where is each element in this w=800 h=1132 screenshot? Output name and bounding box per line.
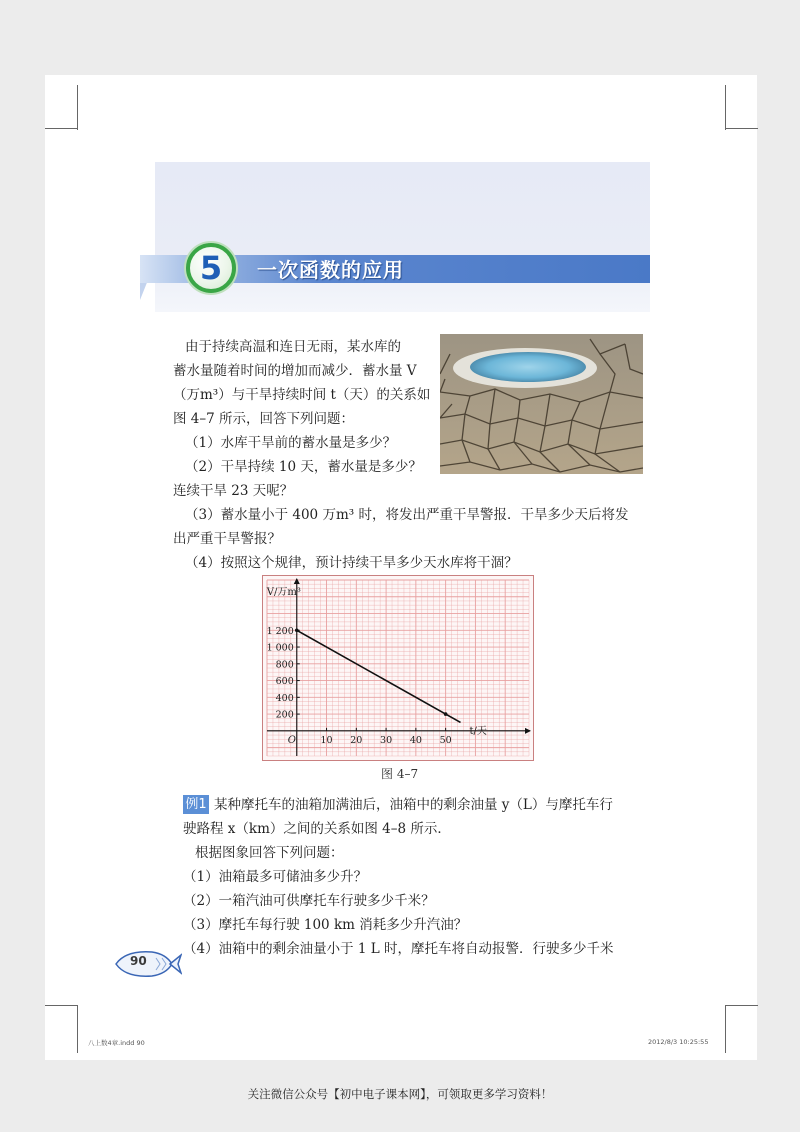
example-line: 根据图象回答下列问题： (195, 845, 344, 861)
x-tick-label: 30 (380, 734, 393, 746)
y-tick-label: 800 (275, 659, 294, 671)
y-tick-label: 1 200 (266, 625, 294, 637)
section-banner (155, 162, 650, 312)
question-line: 连续干旱 23 天呢？ (173, 483, 294, 499)
crop-mark-bottom-left (77, 1005, 78, 1053)
drought-photo (440, 334, 643, 474)
question-line: （2）干旱持续 10 天，蓄水量是多少？ (185, 459, 422, 475)
intro-line: 由于持续高温和连日无雨，某水库的 (185, 339, 401, 355)
y-axis-label: V/万m³ (266, 587, 301, 598)
page-number-badge (112, 946, 182, 982)
bottom-note: 关注微信公众号【初中电子课本网】，可领取更多学习资料！ (247, 1087, 553, 1101)
footer-file-info: 八上数4章.indd 90 (88, 1039, 145, 1047)
crop-mark-top-right (725, 85, 726, 130)
line-chart (262, 575, 534, 761)
fish-icon (112, 946, 182, 982)
x-tick-label: 10 (320, 734, 333, 746)
page-number: 90 (130, 954, 147, 968)
crop-mark-top-left (77, 85, 78, 130)
footer-timestamp: 2012/8/3 10:25:55 (648, 1038, 709, 1046)
question-line: 出严重干旱警报？ (173, 531, 281, 547)
data-point (295, 628, 299, 632)
crop-mark-bottom-left (45, 1005, 78, 1006)
x-axis-label: t/天 (469, 725, 487, 737)
section-title: 一次函数的应用 (257, 258, 404, 282)
crop-mark-bottom-right (725, 1005, 726, 1053)
y-tick-label: 200 (275, 709, 294, 721)
y-tick-label: 600 (275, 676, 294, 688)
example-line: 驶路程 x（km）之间的关系如图 4–8 所示． (183, 821, 451, 837)
example-question: （1）油箱最多可储油多少升？ (183, 869, 368, 885)
example-badge: 例1 (183, 795, 209, 814)
x-tick-label: 50 (439, 734, 452, 746)
y-tick-label: 400 (275, 692, 294, 704)
origin-label: O (287, 734, 296, 746)
example-line: 某种摩托车的油箱加满油后，油箱中的剩余油量 y（L）与摩托车行 (214, 797, 613, 813)
data-point (444, 712, 448, 716)
drought-photo-art (440, 334, 643, 474)
question-line: （1）水库干旱前的蓄水量是多少？ (185, 435, 397, 451)
section-number-badge (186, 243, 236, 293)
crop-mark-top-right (725, 128, 758, 129)
intro-line: 蓄水量随着时间的增加而减少．蓄水量 V (173, 363, 417, 379)
section-number: 5 (199, 249, 223, 287)
crop-mark-bottom-right (725, 1005, 758, 1006)
intro-line: 图 4–7 所示，回答下列问题： (173, 411, 355, 427)
x-tick-label: 20 (350, 734, 363, 746)
chart-figure (262, 575, 534, 761)
question-line: （3）蓄水量小于 400 万m³ 时，将发出严重干旱警报．干旱多少天后将发 (185, 507, 629, 523)
example-question: （4）油箱中的剩余油量小于 1 L 时，摩托车将自动报警．行驶多少千米 (183, 941, 614, 957)
intro-line: （万m³）与干旱持续时间 t（天）的关系如 (173, 387, 431, 403)
x-tick-label: 40 (409, 734, 422, 746)
example-question: （3）摩托车每行驶 100 km 消耗多少升汽油？ (183, 917, 468, 933)
example-question: （2）一箱汽油可供摩托车行驶多少千米？ (183, 893, 435, 909)
figure-caption: 图 4–7 (381, 767, 419, 781)
y-tick-label: 1 000 (266, 642, 294, 654)
crop-mark-top-left (45, 128, 78, 129)
question-line: （4）按照这个规律，预计持续干旱多少天水库将干涸？ (185, 555, 518, 571)
